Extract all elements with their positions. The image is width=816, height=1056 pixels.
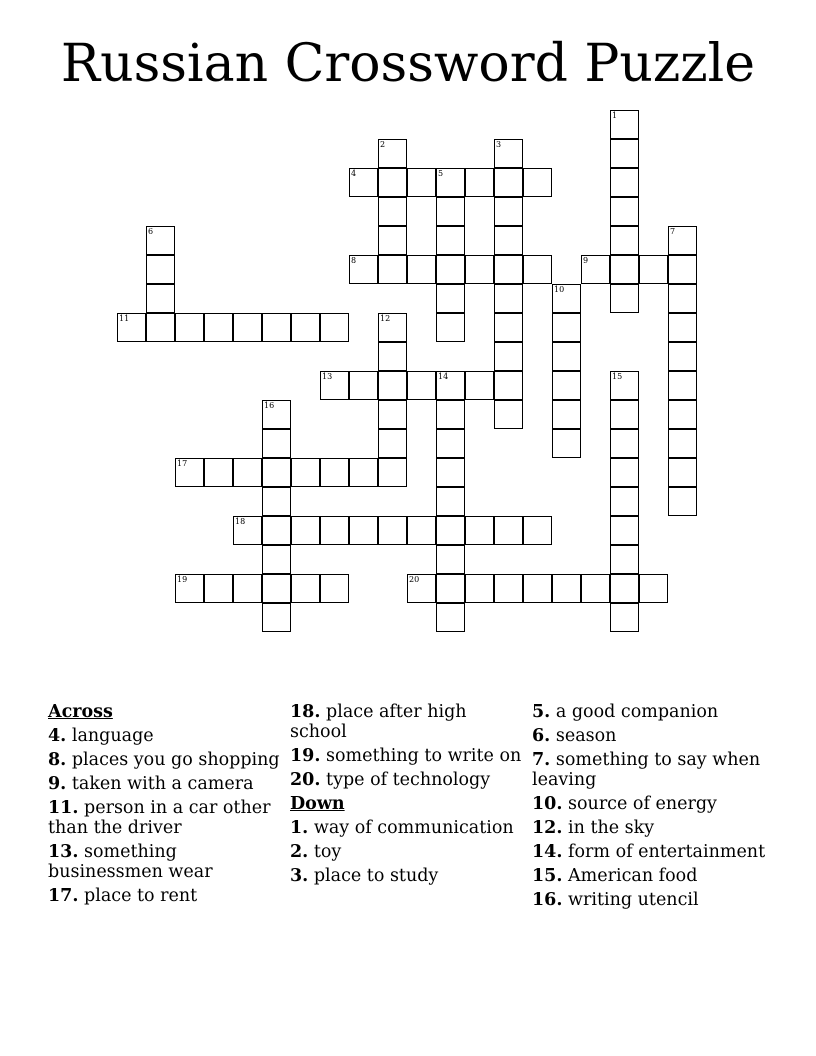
grid-cell[interactable] — [146, 255, 175, 284]
grid-cell[interactable] — [552, 342, 581, 371]
grid-cell[interactable] — [610, 110, 639, 139]
clue-number-label: 12. — [532, 818, 563, 838]
clue-number: 2 — [380, 140, 386, 149]
grid-cell[interactable] — [262, 313, 291, 342]
grid-cell[interactable] — [436, 371, 465, 400]
grid-cell[interactable] — [552, 574, 581, 603]
grid-cell[interactable] — [610, 226, 639, 255]
clue-text: something to write on — [326, 746, 522, 766]
grid-cell[interactable] — [436, 429, 465, 458]
grid-cell[interactable] — [494, 516, 523, 545]
grid-cell[interactable] — [378, 371, 407, 400]
grid-cell[interactable] — [610, 487, 639, 516]
grid-cell[interactable] — [407, 516, 436, 545]
clue-text: taken with a camera — [71, 774, 254, 794]
grid-cell[interactable] — [610, 603, 639, 632]
grid-cell[interactable] — [146, 313, 175, 342]
grid-cell[interactable] — [291, 313, 320, 342]
grid-cell[interactable] — [610, 255, 639, 284]
grid-cell[interactable] — [262, 487, 291, 516]
grid-cell[interactable] — [378, 429, 407, 458]
across-header: Across — [48, 702, 113, 722]
clue-across-17 — [48, 886, 284, 906]
clue-text: places you go shopping — [71, 750, 280, 770]
grid-cell[interactable] — [175, 313, 204, 342]
grid-cell[interactable] — [494, 284, 523, 313]
clue-number-label: 8. — [48, 750, 67, 770]
clue-across-19 — [290, 746, 526, 766]
grid-cell[interactable] — [552, 429, 581, 458]
grid-cell[interactable] — [378, 226, 407, 255]
clue-text: place to rent — [84, 886, 198, 906]
grid-cell[interactable] — [436, 255, 465, 284]
grid-cell[interactable] — [436, 313, 465, 342]
grid-cell[interactable] — [436, 458, 465, 487]
grid-cell[interactable] — [436, 168, 465, 197]
grid-cell[interactable] — [494, 226, 523, 255]
clue-text: American food — [568, 866, 698, 886]
grid-cell[interactable] — [378, 168, 407, 197]
clue-down-1 — [290, 818, 526, 838]
grid-cell[interactable] — [204, 313, 233, 342]
grid-cell[interactable] — [610, 139, 639, 168]
grid-cell[interactable] — [320, 516, 349, 545]
grid-cell[interactable] — [494, 313, 523, 342]
grid-cell[interactable] — [494, 168, 523, 197]
grid-cell[interactable] — [494, 342, 523, 371]
grid-cell[interactable] — [262, 429, 291, 458]
grid-cell[interactable] — [494, 371, 523, 400]
grid-cell[interactable] — [552, 313, 581, 342]
grid-cell[interactable] — [465, 574, 494, 603]
clue-number: 8 — [351, 256, 357, 265]
grid-cell[interactable] — [436, 284, 465, 313]
clue-column-1 — [48, 702, 284, 910]
grid-cell[interactable] — [494, 574, 523, 603]
grid-cell[interactable] — [610, 458, 639, 487]
grid-cell[interactable] — [262, 516, 291, 545]
clue-number-label: 15. — [532, 866, 563, 886]
grid-cell[interactable] — [610, 400, 639, 429]
down-header: Down — [290, 794, 345, 814]
grid-cell[interactable] — [465, 516, 494, 545]
clue-across-11 — [48, 798, 284, 838]
grid-cell[interactable] — [639, 574, 668, 603]
grid-cell[interactable] — [349, 168, 378, 197]
clue-text: a good companion — [555, 702, 719, 722]
grid-cell[interactable] — [233, 458, 262, 487]
clue-number: 4 — [351, 169, 357, 178]
clue-text: something businessmen wear — [48, 842, 213, 882]
clue-number: 15 — [612, 372, 623, 381]
clue-number-label: 14. — [532, 842, 563, 862]
grid-cell[interactable] — [523, 516, 552, 545]
clue-number-label: 1. — [290, 818, 309, 838]
grid-cell[interactable] — [610, 197, 639, 226]
clue-number-label: 18. — [290, 702, 321, 722]
clue-number: 7 — [670, 227, 676, 236]
grid-cell[interactable] — [668, 226, 697, 255]
grid-cell[interactable] — [436, 516, 465, 545]
grid-cell[interactable] — [610, 516, 639, 545]
grid-cell[interactable] — [204, 458, 233, 487]
clue-number-label: 17. — [48, 886, 79, 906]
grid-cell[interactable] — [378, 255, 407, 284]
clue-text: something to say when leaving — [532, 750, 761, 790]
grid-cell[interactable] — [233, 516, 262, 545]
grid-cell[interactable] — [668, 255, 697, 284]
clue-number: 1 — [612, 111, 618, 120]
grid-cell[interactable] — [523, 255, 552, 284]
grid-cell[interactable] — [581, 574, 610, 603]
clue-down-7 — [532, 750, 768, 790]
grid-cell[interactable] — [436, 197, 465, 226]
clue-number-label: 20. — [290, 770, 321, 790]
clue-number-label: 7. — [532, 750, 551, 770]
clue-down-2 — [290, 842, 526, 862]
grid-cell[interactable] — [610, 284, 639, 313]
grid-cell[interactable] — [320, 458, 349, 487]
clue-text: type of technology — [326, 770, 491, 790]
clue-text: place to study — [313, 866, 439, 886]
clue-number: 13 — [322, 372, 333, 381]
grid-cell[interactable] — [668, 400, 697, 429]
grid-cell[interactable] — [378, 313, 407, 342]
clue-number: 11 — [119, 314, 130, 323]
grid-cell[interactable] — [262, 545, 291, 574]
clue-number-label: 6. — [532, 726, 551, 746]
grid-cell[interactable] — [117, 313, 146, 342]
grid-cell[interactable] — [552, 284, 581, 313]
clue-number-label: 10. — [532, 794, 563, 814]
clue-number: 18 — [235, 517, 246, 526]
grid-cell[interactable] — [523, 574, 552, 603]
clue-text: person in a car other than the driver — [48, 798, 271, 838]
grid-cell[interactable] — [175, 574, 204, 603]
grid-cell[interactable] — [436, 545, 465, 574]
grid-cell[interactable] — [378, 400, 407, 429]
grid-cell[interactable] — [233, 574, 262, 603]
clue-down-16 — [532, 890, 768, 910]
clue-number: 16 — [264, 401, 275, 410]
grid-cell[interactable] — [668, 429, 697, 458]
clue-number: 19 — [177, 575, 188, 584]
clue-down-12 — [532, 818, 768, 838]
grid-cell[interactable] — [233, 313, 262, 342]
grid-cell[interactable] — [291, 516, 320, 545]
clue-number: 20 — [409, 575, 420, 584]
grid-cell[interactable] — [378, 458, 407, 487]
grid-cell[interactable] — [378, 139, 407, 168]
grid-cell[interactable] — [204, 574, 233, 603]
clue-across-8 — [48, 750, 284, 770]
clue-text: in the sky — [568, 818, 655, 838]
clue-number-label: 9. — [48, 774, 67, 794]
grid-cell[interactable] — [494, 139, 523, 168]
grid-cell[interactable] — [291, 458, 320, 487]
grid-cell[interactable] — [668, 371, 697, 400]
clue-across-9 — [48, 774, 284, 794]
grid-cell[interactable] — [146, 284, 175, 313]
grid-cell[interactable] — [610, 371, 639, 400]
grid-cell[interactable] — [668, 458, 697, 487]
clue-column-2 — [290, 702, 526, 890]
clue-number: 5 — [438, 169, 444, 178]
grid-cell[interactable] — [639, 255, 668, 284]
clue-across-13 — [48, 842, 284, 882]
grid-cell[interactable] — [494, 255, 523, 284]
grid-cell[interactable] — [378, 342, 407, 371]
grid-cell[interactable] — [610, 545, 639, 574]
grid-cell[interactable] — [407, 574, 436, 603]
grid-cell[interactable] — [262, 458, 291, 487]
clue-across-20 — [290, 770, 526, 790]
clue-number-label: 11. — [48, 798, 79, 818]
grid-cell[interactable] — [436, 574, 465, 603]
grid-cell[interactable] — [494, 400, 523, 429]
clue-number-label: 19. — [290, 746, 321, 766]
clue-down-3 — [290, 866, 526, 886]
clue-text: source of energy — [568, 794, 717, 814]
clue-down-6 — [532, 726, 768, 746]
clue-number: 10 — [554, 285, 565, 294]
grid-cell[interactable] — [349, 371, 378, 400]
clue-number-label: 3. — [290, 866, 309, 886]
clue-number-label: 13. — [48, 842, 79, 862]
clue-text: form of entertainment — [568, 842, 766, 862]
clue-number-label: 5. — [532, 702, 551, 722]
grid-cell[interactable] — [610, 168, 639, 197]
clue-text: language — [71, 726, 154, 746]
grid-cell[interactable] — [436, 487, 465, 516]
clue-number: 17 — [177, 459, 188, 468]
grid-cell[interactable] — [668, 284, 697, 313]
grid-cell[interactable] — [436, 226, 465, 255]
grid-cell[interactable] — [465, 255, 494, 284]
clue-number: 14 — [438, 372, 449, 381]
clue-text: way of communication — [313, 818, 514, 838]
grid-cell[interactable] — [436, 400, 465, 429]
grid-cell[interactable] — [349, 458, 378, 487]
grid-cell[interactable] — [581, 255, 610, 284]
grid-cell[interactable] — [407, 371, 436, 400]
clue-text: toy — [313, 842, 342, 862]
grid-cell[interactable] — [668, 342, 697, 371]
grid-cell[interactable] — [668, 313, 697, 342]
clue-number: 6 — [148, 227, 154, 236]
grid-cell[interactable] — [291, 574, 320, 603]
clue-number: 9 — [583, 256, 589, 265]
grid-cell[interactable] — [552, 371, 581, 400]
grid-cell[interactable] — [146, 226, 175, 255]
grid-cell[interactable] — [320, 371, 349, 400]
grid-cell[interactable] — [668, 487, 697, 516]
grid-cell[interactable] — [494, 197, 523, 226]
grid-cell[interactable] — [378, 197, 407, 226]
clue-text: writing utencil — [568, 890, 699, 910]
grid-cell[interactable] — [262, 574, 291, 603]
grid-cell[interactable] — [349, 516, 378, 545]
grid-cell[interactable] — [552, 400, 581, 429]
clue-number: 12 — [380, 314, 391, 323]
clue-number-label: 2. — [290, 842, 309, 862]
grid-cell[interactable] — [320, 313, 349, 342]
grid-cell[interactable] — [262, 400, 291, 429]
clue-text: season — [555, 726, 617, 746]
clue-text: place after high school — [290, 702, 467, 742]
grid-cell[interactable] — [436, 603, 465, 632]
page-title: Russian Crossword Puzzle — [60, 34, 756, 94]
grid-cell[interactable] — [262, 603, 291, 632]
grid-cell[interactable] — [465, 168, 494, 197]
grid-cell[interactable] — [349, 255, 378, 284]
clue-down-5 — [532, 702, 768, 722]
clue-across-18 — [290, 702, 526, 742]
grid-cell[interactable] — [465, 371, 494, 400]
clue-down-10 — [532, 794, 768, 814]
grid-cell[interactable] — [378, 516, 407, 545]
grid-cell[interactable] — [175, 458, 204, 487]
clue-number-label: 4. — [48, 726, 67, 746]
grid-cell[interactable] — [407, 168, 436, 197]
clue-column-3 — [532, 702, 768, 914]
clue-down-14 — [532, 842, 768, 862]
grid-cell[interactable] — [610, 574, 639, 603]
grid-cell[interactable] — [610, 429, 639, 458]
clue-across-4 — [48, 726, 284, 746]
grid-cell[interactable] — [320, 574, 349, 603]
clue-number-label: 16. — [532, 890, 563, 910]
clue-down-15 — [532, 866, 768, 886]
clue-number: 3 — [496, 140, 502, 149]
grid-cell[interactable] — [407, 255, 436, 284]
grid-cell[interactable] — [523, 168, 552, 197]
